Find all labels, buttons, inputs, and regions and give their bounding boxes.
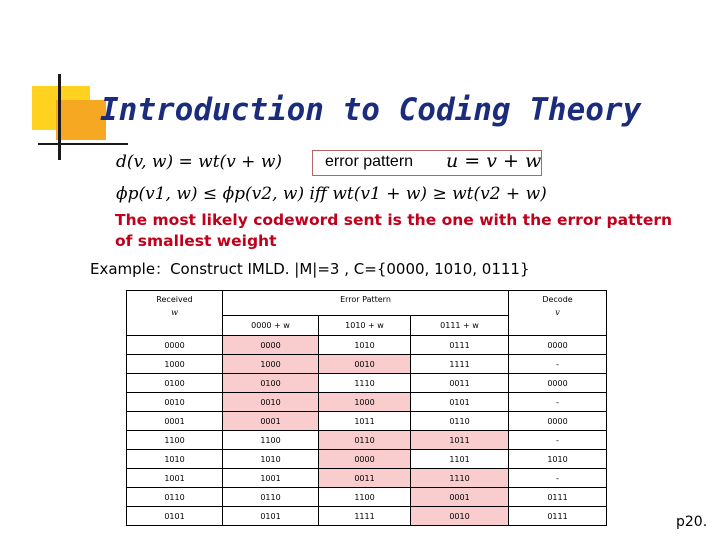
error-cell-min: 1000: [319, 393, 411, 412]
page-number: p20.: [676, 514, 708, 530]
example-text: Example：Construct IMLD. |M|=3 , C={0000, 1010, 0111}: [90, 260, 530, 278]
distance-formula: d(v, w) = wt(v + w): [116, 152, 282, 172]
table-row: [127, 469, 607, 488]
error-cell: 1010: [319, 336, 411, 355]
error-cell: 0111: [411, 336, 509, 355]
subheader-0000: 0000 + w: [223, 316, 319, 336]
error-cell: 0101: [411, 393, 509, 412]
error-cell-min: 1011: [411, 431, 509, 450]
error-cell: 0101: [223, 507, 319, 526]
received-cell: 1001: [127, 469, 223, 488]
decode-cell: -: [509, 431, 607, 450]
decode-cell: 0111: [509, 507, 607, 526]
decorative-vertical-line: [58, 74, 61, 160]
decode-cell: 0111: [509, 488, 607, 507]
decorative-orange-square: [56, 100, 106, 140]
key-statement: The most likely codeword sent is the one with the error pattern of smallest weight: [115, 211, 673, 250]
error-cell-min: 0110: [319, 431, 411, 450]
decode-cell: 0000: [509, 336, 607, 355]
table-row: [127, 336, 607, 355]
decode-cell: -: [509, 355, 607, 374]
received-cell: 1100: [127, 431, 223, 450]
received-cell: 1010: [127, 450, 223, 469]
received-cell: 0010: [127, 393, 223, 412]
error-cell: 1100: [319, 488, 411, 507]
error-cell-min: 0000: [223, 336, 319, 355]
error-cell-min: 1110: [411, 469, 509, 488]
error-cell: 0110: [411, 412, 509, 431]
table-row: [127, 355, 607, 374]
error-cell-min: 0000: [319, 450, 411, 469]
header-decode-cell: [509, 291, 607, 336]
subheader-0111: 0111 + w: [411, 316, 509, 336]
error-cell-min: 0001: [411, 488, 509, 507]
table-row: [127, 393, 607, 412]
error-cell-min: 0011: [319, 469, 411, 488]
error-cell-min: 0010: [319, 355, 411, 374]
decode-cell: 0000: [509, 412, 607, 431]
error-cell-min: 0001: [223, 412, 319, 431]
received-cell: 0101: [127, 507, 223, 526]
table-header-row: [127, 291, 607, 316]
error-cell-min: 0100: [223, 374, 319, 393]
imld-table: [126, 290, 607, 526]
header-decode: Decode: [542, 295, 573, 304]
decode-cell: -: [509, 469, 607, 488]
received-cell: 0100: [127, 374, 223, 393]
error-cell: 1111: [319, 507, 411, 526]
received-cell: 0000: [127, 336, 223, 355]
decode-cell: 1010: [509, 450, 607, 469]
header-w: w: [171, 308, 178, 317]
error-cell: 1111: [411, 355, 509, 374]
decode-cell: 0000: [509, 374, 607, 393]
header-v: v: [555, 308, 560, 317]
table-row: [127, 431, 607, 450]
table-row: [127, 450, 607, 469]
header-received: Received: [156, 295, 193, 304]
received-cell: 0110: [127, 488, 223, 507]
error-cell: 0110: [223, 488, 319, 507]
error-pattern-label: error pattern: [325, 153, 414, 170]
error-cell-min: 0010: [411, 507, 509, 526]
error-cell-min: 1000: [223, 355, 319, 374]
header-received-cell: [127, 291, 223, 336]
error-cell: 1101: [411, 450, 509, 469]
table-row: [127, 507, 607, 526]
received-cell: 0001: [127, 412, 223, 431]
received-cell: 1000: [127, 355, 223, 374]
header-error-pattern: Error Pattern: [223, 291, 509, 316]
error-cell: 1100: [223, 431, 319, 450]
error-cell: 0011: [411, 374, 509, 393]
error-pattern-formula: u = v + w: [446, 150, 542, 172]
decode-cell: -: [509, 393, 607, 412]
table-row: [127, 374, 607, 393]
slide-title: Introduction to Coding Theory: [100, 92, 642, 128]
error-cell: 1011: [319, 412, 411, 431]
error-cell: 1110: [319, 374, 411, 393]
subheader-1010: 1010 + w: [319, 316, 411, 336]
table-row: [127, 488, 607, 507]
decorative-horizontal-line: [38, 143, 128, 145]
probability-formula: ϕp(v1, w) ≤ ϕp(v2, w) iff wt(v1 + w) ≥ wt(v2 + w): [116, 184, 547, 204]
table-row: [127, 412, 607, 431]
error-cell: 1010: [223, 450, 319, 469]
error-cell: 1001: [223, 469, 319, 488]
error-cell-min: 0010: [223, 393, 319, 412]
